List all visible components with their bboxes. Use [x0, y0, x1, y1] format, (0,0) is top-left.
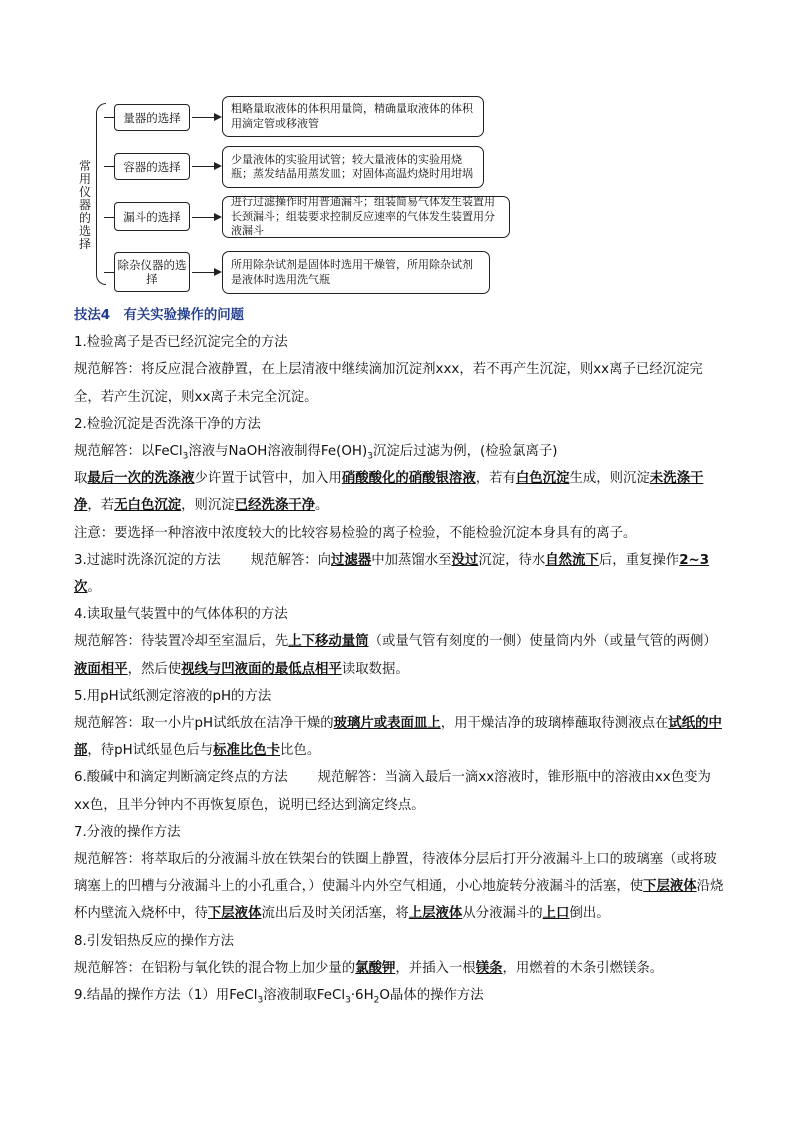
row-desc-measuring: 粗略量取液体的体积用量筒，精确量取液体的体积用滴定管或移液管	[222, 96, 484, 137]
item-9-title: 9.结晶的操作方法（1）用FeCl$_3$溶液制取$FeCl_3\cdot 6H_2O$晶体的操作方法	[74, 988, 484, 1006]
item-7-title: 7.分液的操作方法	[74, 824, 181, 840]
arrow	[192, 272, 220, 273]
item-8-title: 8.引发铝热反应的操作方法	[74, 933, 235, 949]
connector	[104, 117, 114, 118]
item-4-body: 规范解答：待装置冷却至室温后，先上下移动量筒（或量气管有刻度的一侧）使量筒内外（或量气管的两侧）液面相平，然后使视线与凹液面的最低点相平读取数据。	[74, 634, 717, 677]
connector	[104, 166, 114, 167]
connector	[104, 217, 114, 218]
arrow	[192, 166, 220, 167]
item-2-title: 2.检验沉淀是否洗涤干净的方法	[74, 416, 261, 432]
row-label-funnel: 漏斗的选择	[114, 202, 190, 231]
item-1-title: 1.检验离子是否已经沉淀完全的方法	[74, 335, 288, 351]
item-3: 3.过滤时洗涤沉淀的方法 规范解答：向过滤器中加蒸馏水至没过沉淀，待水自然流下后，重复操作2~3次。	[74, 552, 710, 596]
diagram-brace	[96, 103, 106, 285]
item-8-body: 规范解答：在铝粉与氧化铁的混合物上加少量的氯酸钾，并插入一根镁条，用燃着的木条引燃镁条。	[74, 960, 664, 976]
row-desc-container: 少量液体的实验用试管；较大量液体的实验用烧瓶；蒸发结晶用蒸发皿；对固体高温灼烧时用坩埚	[222, 146, 484, 188]
item-7-body: 规范解答：将萃取后的分液漏斗放在铁架台的铁圈上静置，待液体分层后打开分液漏斗上口的玻璃塞（或将玻璃塞上的凹槽与分液漏斗上的小孔重合，）使漏斗内外空气相通，小心地旋转分液漏斗的活塞，使下层液体沿烧杯内壁流入烧杯中，待下层液体流出后及时关闭活塞，将上层液体从分液漏斗的上口倒出。	[74, 852, 724, 922]
arrow	[192, 217, 220, 218]
item-2-body: 规范解答：以FeCl$_3$溶液与NaOH溶液制得$Fe(OH)_3$沉淀后过滤为例，(检验氯离子)	[74, 444, 558, 462]
item-6: 6.酸碱中和滴定判断滴定终点的方法 规范解答：当滴入最后一滴xx溶液时，锥形瓶中的溶液由xx色变为xx色，且半分钟内不再恢复原色，说明已经达到滴定终点。	[74, 770, 711, 813]
section-heading: 技法4 有关实验操作的问题	[74, 308, 245, 323]
row-label-measuring: 量器的选择	[114, 104, 190, 131]
connector	[104, 272, 114, 273]
instrument-selection-diagram	[0, 0, 794, 300]
item-5-title: 5.用pH试纸测定溶液的pH的方法	[74, 688, 272, 704]
item-5-body: 规范解答：取一小片pH试纸放在洁净干燥的玻璃片或表面皿上，用干燥洁净的玻璃棒蘸取待测液点在试纸的中部，待pH试纸显色后与标准比色卡比色。	[74, 716, 722, 759]
diagram-title: 常用仪器的选择	[78, 159, 91, 251]
item-4-title: 4.读取量气装置中的气体体积的方法	[74, 607, 288, 623]
arrow	[192, 117, 220, 118]
row-desc-funnel: 进行过滤操作时用普通漏斗；组装简易气体发生装置用长颈漏斗；组装要求控制反应速率的气体发生装置用分液漏斗	[222, 196, 510, 238]
document-body	[74, 302, 726, 1009]
row-label-impurity: 除杂仪器的选择	[114, 252, 190, 292]
item-1-body: 规范解答：将反应混合液静置，在上层清液中继续滴加沉淀剂xxx，若不再产生沉淀，则xx离子已经沉淀完全，若产生沉淀，则xx离子未完全沉淀。	[74, 362, 703, 405]
row-label-container: 容器的选择	[114, 153, 190, 180]
item-2-note: 注意：要选择一种溶液中浓度较大的比较容易检验的离子检验，不能检验沉淀本身具有的离子。	[74, 525, 637, 541]
row-desc-impurity: 所用除杂试剂是固体时选用干燥管，所用除杂试剂是液体时选用洗气瓶	[222, 251, 490, 294]
item-2-steps: 取最后一次的洗涤液少许置于试管中，加入用硝酸酸化的硝酸银溶液，若有白色沉淀生成，则沉淀未洗涤干净，若无白色沉淀，则沉淀已经洗涤干净。	[74, 471, 704, 514]
